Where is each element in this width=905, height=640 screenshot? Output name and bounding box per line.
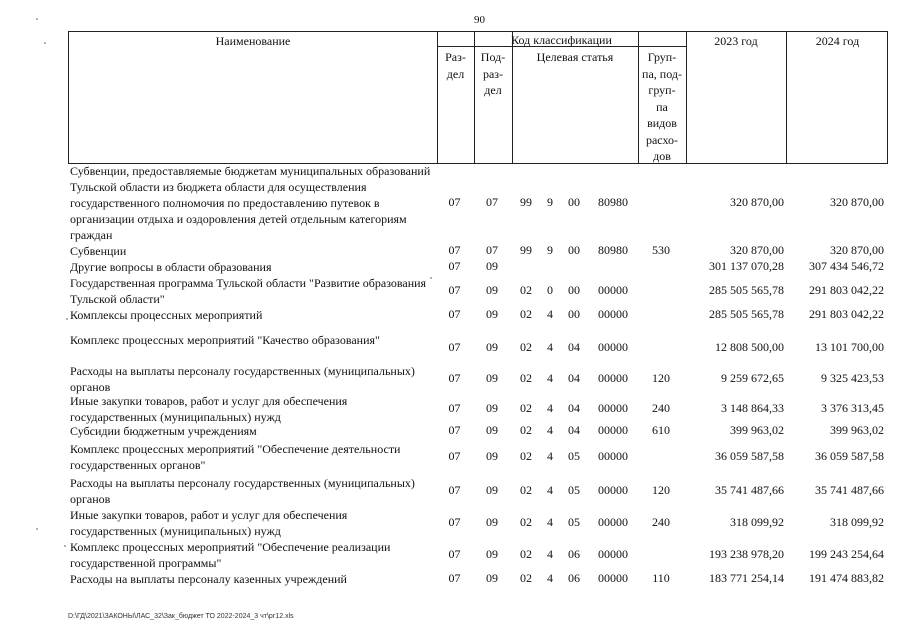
cell-cs3: 05 — [568, 483, 580, 497]
cell-cs3: 04 — [568, 423, 580, 437]
cell-rz: 07 — [448, 259, 461, 273]
cell-cs4: 00000 — [598, 515, 628, 529]
cell-rz: 07 — [448, 483, 461, 497]
cell-y2023: 318 099,92 — [730, 515, 784, 529]
row-name: Расходы на выплаты персоналу казенных учреждений — [70, 572, 347, 586]
cell-y2023: 301 137 070,28 — [709, 259, 784, 273]
cell-cs2: 4 — [547, 449, 553, 463]
cell-y2024: 9 325 423,53 — [821, 371, 884, 385]
cell-cs1: 02 — [520, 371, 532, 385]
cell-cs1: 99 — [520, 195, 532, 209]
cell-cs4: 00000 — [598, 449, 628, 463]
cell-cs1: 02 — [520, 401, 532, 415]
cell-y2023: 9 259 672,65 — [721, 371, 784, 385]
row-name: Комплекс процессных мероприятий "Качество образования" — [70, 333, 380, 347]
cell-cs3: 00 — [568, 243, 580, 257]
cell-y2024: 191 474 883,82 — [809, 571, 884, 585]
cell-cs2: 4 — [547, 515, 553, 529]
cell-y2023: 36 059 587,58 — [715, 449, 784, 463]
cell-pr: 09 — [486, 283, 498, 297]
cell-y2024: 291 803 042,22 — [809, 307, 884, 321]
cell-cs1: 02 — [520, 515, 532, 529]
cell-cs2: 0 — [547, 283, 553, 297]
cell-cs4: 00000 — [598, 571, 628, 585]
row-name: Расходы на выплаты персоналу государственных (муниципальных) органов — [70, 364, 415, 394]
cell-rz: 07 — [448, 401, 461, 415]
cell-y2024: 3 376 313,45 — [821, 401, 884, 415]
cell-cs3: 04 — [568, 401, 580, 415]
cell-cs3: 05 — [568, 515, 580, 529]
cell-cs4: 00000 — [598, 423, 628, 437]
cell-cs2: 4 — [547, 340, 553, 354]
cell-y2023: 320 870,00 — [730, 243, 784, 257]
cell-y2023: 320 870,00 — [730, 195, 784, 209]
file-path: D:\ГД\2021\ЗАКОНЫ\ЛАС_32\Зак_бюджет ТО 2022-2024_3 чт\рг12.xls — [68, 613, 294, 620]
cell-cs1: 02 — [520, 483, 532, 497]
cell-y2023: 285 505 565,78 — [709, 307, 784, 321]
row-name: Субвенции — [70, 244, 127, 258]
cell-cs1: 02 — [520, 449, 532, 463]
cell-cs3: 00 — [568, 307, 580, 321]
cell-cs2: 9 — [547, 195, 553, 209]
cell-rz: 07 — [448, 283, 461, 297]
row-name: Комплекс процессных мероприятий "Обеспечение деятельности государственных органов" — [70, 442, 401, 472]
cell-rz: 07 — [448, 307, 461, 321]
cell-y2023: 285 505 565,78 — [709, 283, 784, 297]
cell-rz: 07 — [448, 449, 461, 463]
cell-y2024: 13 101 700,00 — [815, 340, 884, 354]
cell-vr: 240 — [652, 515, 670, 529]
header-2023: 2023 год — [714, 34, 758, 48]
header-2024: 2024 год — [815, 34, 860, 48]
cell-rz: 07 — [448, 243, 461, 257]
table-header — [68, 31, 888, 164]
page-number: 90 — [474, 14, 485, 26]
cell-y2023: 35 741 487,66 — [715, 483, 784, 497]
cell-y2023: 3 148 864,33 — [721, 401, 784, 415]
row-name: Комплексы процессных мероприятий — [70, 308, 263, 322]
cell-y2024: 320 870,00 — [830, 243, 884, 257]
cell-cs3: 00 — [568, 195, 580, 209]
cell-cs2: 4 — [547, 401, 553, 415]
cell-vr: 530 — [652, 243, 670, 257]
header-name: Наименование — [215, 34, 291, 48]
cell-rz: 07 — [448, 371, 461, 385]
cell-cs1: 02 — [520, 307, 532, 321]
cell-cs4: 00000 — [598, 483, 628, 497]
header-target-article: Целевая статья — [536, 50, 614, 64]
cell-cs3: 04 — [568, 340, 580, 354]
cell-pr: 07 — [486, 243, 498, 257]
cell-vr: 120 — [652, 483, 670, 497]
cell-cs2: 4 — [547, 547, 553, 561]
cell-y2023: 183 771 254,14 — [709, 571, 784, 585]
row-name: Комплекс процессных мероприятий "Обеспечение реализации государственной программы" — [70, 540, 391, 570]
cell-vr: 110 — [652, 571, 670, 585]
row-name: Иные закупки товаров, работ и услуг для обеспечения государственных (муниципальных) нужд — [70, 508, 348, 538]
cell-cs2: 9 — [547, 243, 553, 257]
cell-pr: 09 — [486, 307, 498, 321]
row-name: Иные закупки товаров, работ и услуг для обеспечения государственных (муниципальных) нужд — [70, 394, 348, 424]
cell-cs3: 05 — [568, 449, 580, 463]
cell-cs3: 06 — [568, 571, 580, 585]
cell-cs4: 00000 — [598, 401, 628, 415]
cell-y2024: 291 803 042,22 — [809, 283, 884, 297]
row-name: Субвенции, предоставляемые бюджетам муниципальных образований Тульской области из бюджета области для осуществления государственного полномочия по предоставлению путевок в организации отдыха и оздоровления детей отдельным категориям граждан — [70, 164, 431, 242]
cell-cs1: 02 — [520, 423, 532, 437]
cell-pr: 07 — [486, 195, 498, 209]
cell-pr: 09 — [486, 515, 498, 529]
cell-y2024: 36 059 587,58 — [815, 449, 884, 463]
cell-pr: 09 — [486, 259, 498, 273]
cell-cs3: 04 — [568, 371, 580, 385]
cell-cs4: 00000 — [598, 547, 628, 561]
cell-cs1: 99 — [520, 243, 532, 257]
cell-y2024: 320 870,00 — [830, 195, 884, 209]
cell-cs4: 80980 — [598, 195, 628, 209]
cell-rz: 07 — [448, 571, 461, 585]
cell-pr: 09 — [486, 483, 498, 497]
cell-y2024: 307 434 546,72 — [809, 259, 884, 273]
cell-y2024: 199 243 254,64 — [809, 547, 884, 561]
header-group: Груп- па, под- груп- па видов расхо- дов — [642, 50, 682, 163]
row-name: Другие вопросы в области образования — [70, 260, 272, 274]
cell-cs4: 00000 — [598, 307, 628, 321]
row-name: Субсидии бюджетным учреждениям — [70, 424, 257, 438]
cell-cs1: 02 — [520, 547, 532, 561]
cell-cs4: 00000 — [598, 340, 628, 354]
cell-y2023: 399 963,02 — [730, 423, 784, 437]
cell-cs1: 02 — [520, 571, 532, 585]
cell-cs4: 00000 — [598, 371, 628, 385]
header-subsection: Под- раз- дел — [480, 50, 506, 97]
cell-cs4: 00000 — [598, 283, 628, 297]
cell-cs3: 00 — [568, 283, 580, 297]
cell-cs1: 02 — [520, 283, 532, 297]
cell-rz: 07 — [448, 423, 461, 437]
cell-rz: 07 — [448, 547, 461, 561]
cell-pr: 09 — [486, 547, 498, 561]
cell-pr: 09 — [486, 401, 498, 415]
cell-y2024: 318 099,92 — [830, 515, 884, 529]
cell-rz: 07 — [448, 515, 461, 529]
cell-y2023: 193 238 978,20 — [709, 547, 784, 561]
cell-cs2: 4 — [547, 371, 553, 385]
cell-pr: 09 — [486, 449, 498, 463]
row-name: Расходы на выплаты персоналу государственных (муниципальных) органов — [70, 476, 415, 506]
row-name: Государственная программа Тульской области "Развитие образования Тульской области" — [70, 276, 427, 306]
cell-vr: 610 — [652, 423, 670, 437]
cell-cs2: 4 — [547, 423, 553, 437]
cell-cs2: 4 — [547, 307, 553, 321]
cell-y2024: 35 741 487,66 — [815, 483, 884, 497]
budget-table — [68, 31, 888, 586]
cell-y2023: 12 808 500,00 — [715, 340, 784, 354]
cell-pr: 09 — [486, 423, 498, 437]
cell-rz: 07 — [448, 340, 461, 354]
cell-cs1: 02 — [520, 340, 532, 354]
cell-pr: 09 — [486, 340, 498, 354]
cell-cs2: 4 — [547, 483, 553, 497]
cell-vr: 120 — [652, 371, 670, 385]
cell-pr: 09 — [486, 571, 498, 585]
cell-vr: 240 — [652, 401, 670, 415]
cell-cs2: 4 — [547, 571, 553, 585]
cell-y2024: 399 963,02 — [830, 423, 884, 437]
header-section: Раз- дел — [445, 50, 466, 81]
header-classification: Код классификации — [511, 33, 612, 47]
cell-cs4: 80980 — [598, 243, 628, 257]
cell-pr: 09 — [486, 371, 498, 385]
cell-cs3: 06 — [568, 547, 580, 561]
cell-rz: 07 — [448, 195, 461, 209]
